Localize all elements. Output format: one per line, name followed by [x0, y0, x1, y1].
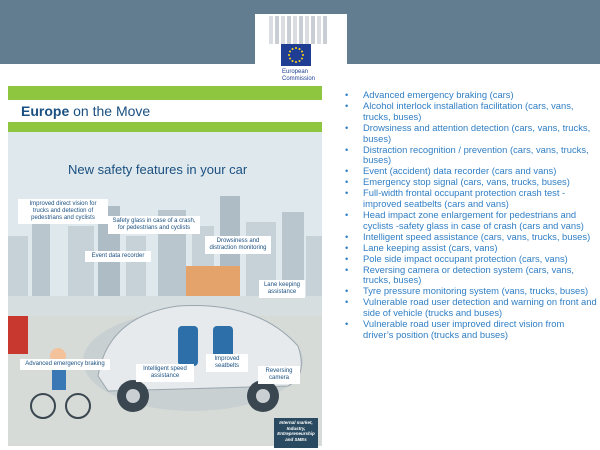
bullet-icon: • — [345, 165, 349, 177]
logo-line2: Commission — [282, 76, 316, 82]
bullet-icon: • — [345, 296, 349, 308]
list-item — [345, 123, 597, 145]
bullet-icon: • — [345, 99, 349, 111]
list-item-text: Advanced emergency braking (cars) — [363, 89, 514, 100]
bullet-icon: • — [345, 318, 349, 330]
footer-line-3: Entrepreneurship — [277, 431, 315, 436]
footer-line-2: Industry, — [286, 425, 306, 431]
bullet-icon: • — [345, 121, 349, 133]
bullet-icon: • — [345, 143, 349, 155]
bullet-icon: • — [345, 176, 349, 188]
list-item — [345, 297, 597, 319]
logo-line1: European — [282, 69, 309, 75]
list-item-text: Vulnerable road user detection and warning on front and side of vehicle (trucks and buses) — [363, 296, 597, 319]
bullet-icon: • — [345, 89, 349, 100]
logo-text — [282, 69, 315, 83]
bullet-icon: • — [345, 285, 349, 297]
infographic-poster — [8, 86, 322, 446]
building-icon — [255, 14, 347, 44]
european-commission-logo — [255, 14, 347, 92]
callout-event-recorder: Event data recorder — [85, 251, 151, 262]
footer-line-4: and SMEs — [285, 436, 307, 442]
list-item-text: Lane keeping assist (cars, vans) — [363, 241, 498, 253]
callout-seatbelts: Improved seatbelts — [206, 354, 248, 372]
dg-grow-label — [274, 418, 318, 448]
list-item — [345, 210, 597, 232]
bullet-icon: • — [345, 208, 349, 220]
list-item-text: Intelligent speed assistance (cars, vans, trucks, buses) — [363, 230, 591, 242]
poster-title: New safety features in your car — [68, 162, 248, 177]
brand-rest: on the Move — [69, 103, 151, 119]
feature-list — [345, 90, 597, 341]
list-item — [345, 188, 597, 210]
list-item-text: Alcohol interlock installation facilitation (cars, vans, trucks, buses) — [363, 99, 574, 122]
callout-reversing-camera: Reversing camera — [258, 366, 300, 384]
list-item-text: Tyre pressure monitoring system (vans, trucks, buses) — [363, 285, 589, 297]
footer-line-1: Internal market, — [279, 420, 313, 425]
list-item-text: Distraction recognition / prevention (cars, vans, trucks, buses) — [363, 143, 589, 166]
poster-brand — [21, 103, 150, 119]
bullet-icon: • — [345, 187, 349, 199]
brand-bold: Europe — [21, 103, 70, 119]
list-item — [345, 145, 597, 167]
callout-safety-glass: Safety glass in case of a crash, for pedestrians and cyclists — [108, 216, 200, 234]
list-item-text: Full-width frontal occupant protection crash test - improved seatbelts (cars and vans) — [363, 187, 566, 210]
callout-lane-keeping: Lane keeping assistance — [259, 280, 305, 298]
list-item — [345, 101, 597, 123]
list-item-text: Vulnerable road user improved direct vision from driver’s position (trucks and buses) — [363, 318, 565, 340]
list-item-text: Event (accident) data recorder (cars and vans) — [363, 165, 557, 177]
list-item-text: Drowsiness and attention detection (cars, vans, trucks, buses) — [363, 121, 591, 144]
bullet-icon: • — [345, 241, 349, 253]
list-item-text: Reversing camera or detection system (cars, vans, trucks, buses) — [363, 263, 575, 286]
callout-emergency-braking: Advanced emergency braking — [20, 359, 110, 370]
callout-speed-assistance: Intelligent speed assistance — [136, 364, 194, 382]
eu-flag-icon — [281, 44, 311, 66]
list-item-text: Head impact zone enlargement for pedestrians and cyclists -safety glass in case of crash (cars and vans) — [363, 208, 584, 231]
callout-direct-vision: Improved direct vision for trucks and detection of pedestrians and cyclists — [18, 199, 108, 224]
list-item-text: Pole side impact occupant protection (cars, vans) — [363, 252, 568, 264]
bullet-icon: • — [345, 252, 349, 264]
bullet-icon: • — [345, 263, 349, 275]
callout-drowsiness: Drowsiness and distraction monitoring — [205, 236, 271, 254]
list-item — [345, 319, 597, 341]
list-item — [345, 265, 597, 287]
list-item-text: Emergency stop signal (cars, vans, trucks, buses) — [363, 176, 570, 188]
bullet-icon: • — [345, 230, 349, 242]
